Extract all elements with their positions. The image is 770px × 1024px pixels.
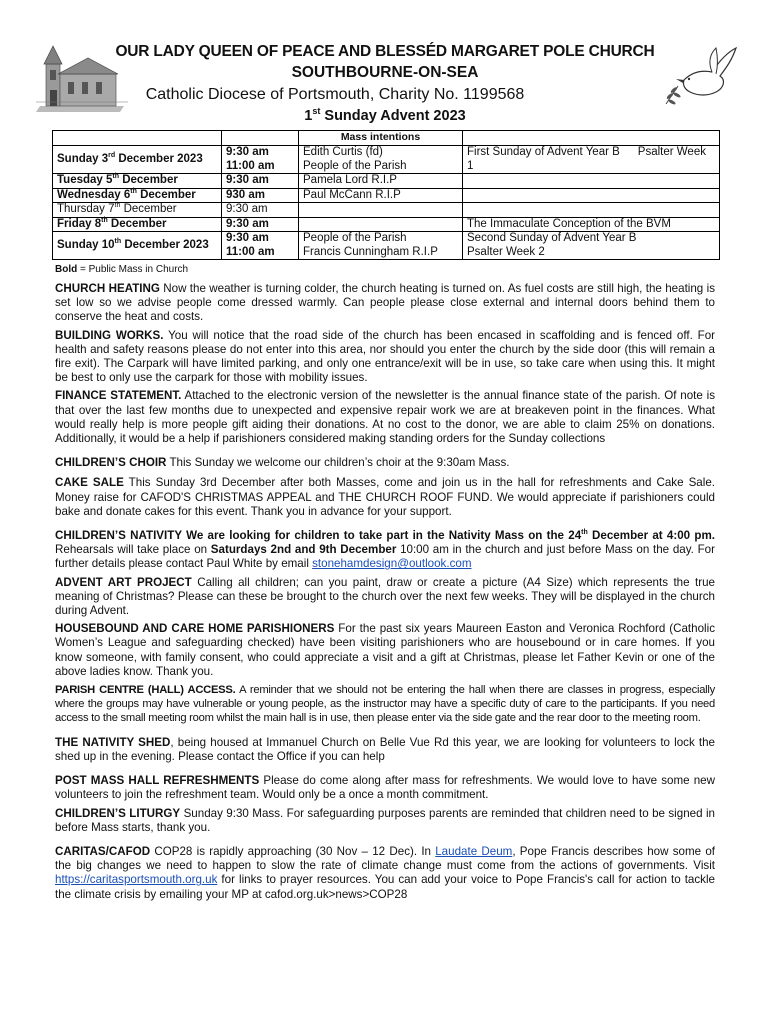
notice-cake-sale: CAKE SALE This Sunday 3rd December after both Masses, come and join us in the hall for refreshments and Cake Sale. Money raise for CAFOD'S CHRISTMAS APPEAL and THE CHURCH ROOF FUND. We would appreciate if parishioners could bake and donate cakes for this event. Thank you in advance for your support. [55, 476, 716, 518]
notice-housebound-parishioners: HOUSEBOUND AND CARE HOME PARISHIONERS For the past six years Maureen Easton and Veronica Rochford (Catholic Women’s League and safeguarding checked) have been visiting parishioners who are housebound or in care homes. If you know someone, with family consent, who could appreciate a visit and a gift at Christmas, please let Father Kevin or one of the above ladies know. Thank you. [55, 622, 715, 678]
day-cell: Thursday 7th December [53, 203, 222, 218]
note-cell [463, 174, 720, 189]
church-title: OUR LADY QUEEN OF PEACE AND BLESSÉD MARGARET POLE CHURCH [115, 43, 655, 60]
table-row [53, 146, 720, 174]
note-cell: First Sunday of Advent Year B Psalter Week 1 [463, 146, 720, 174]
notice-advent-art-project: ADVENT ART PROJECT Calling all children; can you paint, draw or create a picture (A4 Size) which represents the true meaning of Christmas? Please can these be brought to the church over the next few weeks. They will be displayed in the church during Advent. [55, 575, 716, 618]
notices [55, 282, 715, 902]
intention-cell [299, 203, 463, 218]
church-location: SOUTHBOURNE-ON-SEA [291, 64, 479, 81]
note-cell: Second Sunday of Advent Year B Psalter Week 2 [463, 232, 720, 260]
time-cell: 930 am [222, 188, 299, 203]
day-cell: Wednesday 6th December [53, 188, 222, 203]
laudate-deum-link[interactable]: Laudate Deum [435, 844, 513, 858]
notice-nativity-shed: THE NATIVITY SHED, being housed at Immanuel Church on Belle Vue Rd this year, we are looking for volunteers to lock the shed up in the evening. Please contact the Office if you can help [55, 735, 715, 763]
day-cell: Tuesday 5th December [53, 174, 222, 189]
intention-cell: Edith Curtis (fd) People of the Parish [299, 146, 463, 174]
table-row [53, 217, 720, 232]
notice-childrens-nativity: CHILDREN’S NATIVITY We are looking for children to take part in the Nativity Mass on the 24th December at 4:00 pm. Rehearsals will take place on Saturdays 2nd and 9th December 10:00 am in the church and just before Mass on the day. For further details please contact Paul White by email stonehamdesign@outlook.com [55, 529, 716, 571]
table-row [53, 232, 720, 260]
notice-finance-statement: FINANCE STATEMENT. Attached to the electronic version of the newsletter is the annual finance state of the parish. Of note is that over the last few months due to unexpected and expensive repair work we are at breakeven point in the finances. What would really help is more people gift aiding their donations. At no cost to the donor, we are able to claim 25% on donations. Additionally, it would be a help if parishioners considered making standing orders for the Sunday collections [55, 389, 715, 446]
diocese-line: Catholic Diocese of Portsmouth, Charity No. 1199568 [145, 86, 525, 103]
mass-schedule-table [52, 130, 720, 260]
intention-cell: Paul McCann R.I.P [299, 188, 463, 203]
day-cell: Sunday 3rd December 2023 [53, 146, 222, 174]
table-row [53, 188, 720, 203]
table-row [53, 203, 720, 218]
notice-church-heating: CHURCH HEATING Now the weather is turning colder, the church heating is turned on. As fuel costs are still high, the heating is set low so we advise people come dressed warmly. Can people please close external and internal doors behind them to conserve the heat and costs. [55, 282, 715, 324]
note-cell [463, 188, 720, 203]
time-cell: 9:30 am 11:00 am [222, 232, 299, 260]
mass-intentions-heading: Mass intentions [299, 131, 463, 146]
time-cell: 9:30 am [222, 217, 299, 232]
time-cell: 9:30 am [222, 203, 299, 218]
time-cell: 9:30 am [222, 174, 299, 189]
caritas-website-link[interactable]: https://caritasportsmouth.org.uk [55, 873, 218, 887]
notice-hall-access: PARISH CENTRE (HALL) ACCESS. A reminder that we should not be entering the hall when there are classes in progress, especially where the groups may have vulnerable or young people, as the instructor may have a specific duty of care to the participants. If you need access to the small meeting room whilst the main hall is in use, then please enter via the side gate and the rear door to the meeting room. [55, 684, 715, 725]
time-cell: 9:30 am 11:00 am [222, 146, 299, 174]
notice-post-mass-refreshments: POST MASS HALL REFRESHMENTS Please do come along after mass for refreshments. We would love to have some new volunteers to join the refreshment team. Would only be a once a month commitment. [55, 774, 716, 802]
table-row [53, 174, 720, 189]
notice-building-works: BUILDING WORKS. You will notice that the road side of the church has been encased in scaffolding and is fenced off. For health and safety reasons please do not enter into this area, nor should you enter the church by the side door (this will remain a fire exit). The Carpark will have limited parking, and only one entrance/exit will be in use, so take care when using this. It might be best to only use the carpark for those with mobility issues. [55, 328, 716, 385]
notice-childrens-choir: CHILDREN’S CHOIR This Sunday we welcome our children’s choir at the 9:30am Mass. [55, 456, 510, 470]
sunday-title: 1st Sunday Advent 2023 [304, 106, 466, 124]
notice-caritas-cafod: CARITAS/CAFOD COP28 is rapidly approaching (30 Nov – 12 Dec). In Laudate Deum, Pope Francis describes how some of the big changes we need to happen to slow the rate of climate change must come from the actions of governments. Visit https://caritasportsmouth.org.uk for links to prayer resources. You can add your voice to Pope Francis's call for action to tackle the climate crisis by emailing your MP at cafod.org.uk>news>COP28 [55, 844, 715, 901]
notice-childrens-liturgy: CHILDREN’S LITURGY Sunday 9:30 Mass. For safeguarding purposes parents are reminded that children need to be signed in before Mass starts, thank you. [55, 806, 715, 834]
day-cell: Sunday 10th December 2023 [53, 232, 222, 260]
contact-email-link[interactable]: stonehamdesign@outlook.com [312, 557, 472, 571]
note-cell: The Immaculate Conception of the BVM [463, 217, 720, 232]
note-cell [463, 203, 720, 218]
intention-cell: People of the Parish Francis Cunningham R.I.P [299, 232, 463, 260]
table-legend: Bold = Public Mass in Church [55, 264, 189, 275]
intention-cell: Pamela Lord R.I.P [299, 174, 463, 189]
day-cell: Friday 8th December [53, 217, 222, 232]
intention-cell [299, 217, 463, 232]
